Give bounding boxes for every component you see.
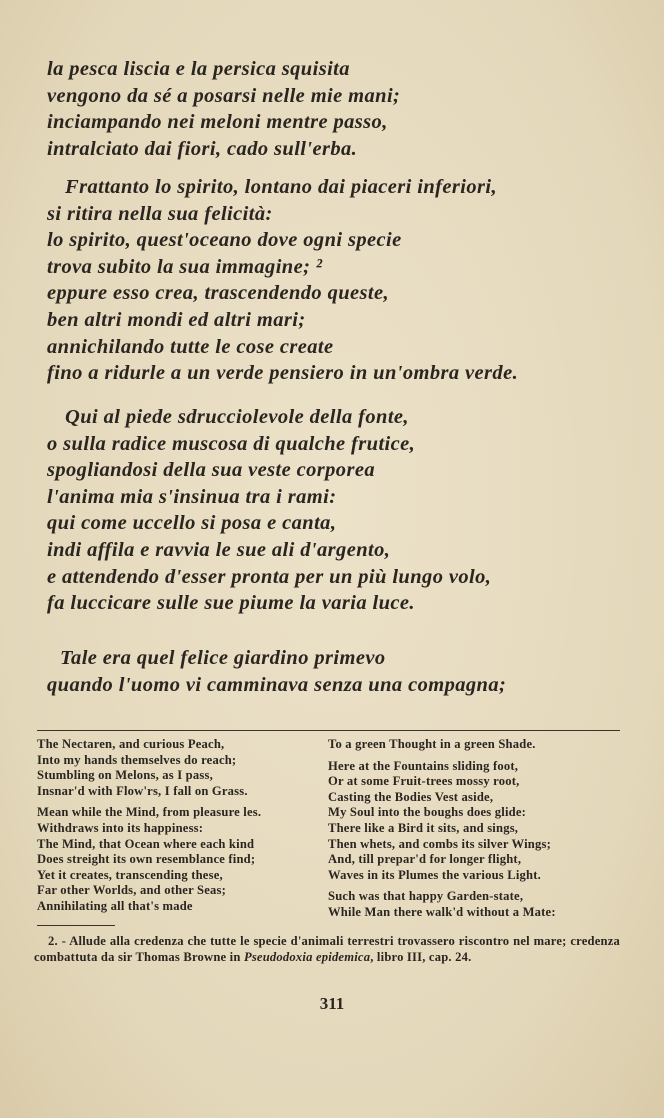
- original-line: There like a Bird it sits, and sings,: [328, 820, 519, 835]
- original-line: Waves in its Plumes the various Light.: [328, 867, 541, 882]
- verse-line: si ritira nella sua felicità:: [47, 202, 273, 225]
- original-line: Withdraws into its happiness:: [37, 820, 204, 835]
- footnote-number: 2.: [48, 934, 58, 948]
- original-line: Annihilating all that's made: [37, 898, 193, 913]
- original-line: And, till prepar'd for longer flight,: [328, 852, 522, 867]
- stanza-2: [47, 174, 518, 387]
- divider-rule: [37, 730, 620, 731]
- original-line: Far other Worlds, and other Seas;: [37, 883, 226, 898]
- page-number: 311: [319, 994, 345, 1013]
- verse-line: indi affila e ravvia le sue ali d'argento,: [47, 538, 391, 561]
- stanza-1: [47, 56, 400, 162]
- original-line: Insnar'd with Flow'rs, I fall on Grass.: [37, 783, 248, 798]
- verse-line: Frattanto lo spirito, lontano dai piaceri inferiori,: [65, 176, 498, 198]
- verse-line: trova subito la sua immagine; ²: [47, 255, 323, 278]
- original-line: Such was that happy Garden-state,: [328, 889, 524, 904]
- original-line: Or at some Fruit-trees mossy root,: [328, 774, 520, 789]
- verse-line: lo spirito, quest'oceano dove ogni specie: [47, 229, 402, 252]
- footnote-text: - Allude alla credenza che tutte le specie d'animali terrestri trovassero riscontro nel mare; credenza combattuta da sir Thomas Browne in: [34, 934, 620, 964]
- original-text-right-column: [328, 737, 556, 921]
- verse-line: vengono da sé a posarsi nelle mie mani;: [47, 84, 401, 107]
- original-line: The Mind, that Ocean where each kind: [37, 836, 255, 851]
- original-line: The Nectaren, and curious Peach,: [37, 737, 225, 751]
- verse-line: fino a ridurle a un verde pensiero in un'ombra verde.: [47, 362, 519, 385]
- verse-line: la pesca liscia e la persica squisita: [47, 58, 350, 80]
- footnote: [34, 934, 620, 965]
- stanza-3: [47, 404, 491, 617]
- original-text-left-column: [37, 737, 261, 915]
- stanza-4: [47, 645, 506, 698]
- original-line: Yet it creates, transcending these,: [37, 867, 223, 882]
- verse-line: l'anima mia s'insinua tra i rami:: [47, 485, 337, 508]
- verse-line: ben altri mondi ed altri mari;: [47, 308, 306, 331]
- verse-line: annichilando tutte le cose create: [47, 335, 334, 358]
- verse-line: intralciato dai fiori, cado sull'erba.: [47, 137, 358, 160]
- verse-line: Qui al piede sdrucciolevole della fonte,: [65, 406, 409, 428]
- verse-line: eppure esso crea, trascendendo queste,: [47, 282, 390, 305]
- original-line: To a green Thought in a green Shade.: [328, 737, 536, 751]
- verse-line: o sulla radice muscosa di qualche frutice,: [47, 432, 416, 455]
- original-line: Into my hands themselves do reach;: [37, 752, 237, 767]
- footnote-book-title: Pseudodoxia epidemica: [243, 949, 371, 964]
- verse-line: Tale era quel felice giardino primevo: [60, 647, 386, 669]
- footnote-text-end: , libro III, cap. 24.: [370, 949, 472, 964]
- verse-line: e attendendo d'esser pronta per un più lungo volo,: [47, 565, 492, 588]
- verse-line: fa luccicare sulle sue piume la varia luce.: [47, 592, 415, 615]
- verse-line: spogliandosi della sua veste corporea: [47, 459, 375, 482]
- original-line: Does streight its own resemblance find;: [37, 852, 256, 867]
- original-line: Mean while the Mind, from pleasure les.: [37, 805, 262, 820]
- verse-line: qui come uccello si posa e canta,: [47, 512, 337, 535]
- verse-line: quando l'uomo vi camminava senza una compagna;: [47, 673, 507, 696]
- original-line: Stumbling on Melons, as I pass,: [37, 768, 213, 783]
- original-line: Casting the Bodies Vest aside,: [328, 789, 494, 804]
- original-line: Then whets, and combs its silver Wings;: [328, 836, 551, 851]
- original-line: My Soul into the boughs does glide:: [328, 805, 527, 820]
- original-line: While Man there walk'd without a Mate:: [328, 904, 556, 919]
- verse-line: inciampando nei meloni mentre passo,: [47, 111, 388, 134]
- footnote-rule: [37, 925, 115, 926]
- original-line: Here at the Fountains sliding foot,: [328, 758, 519, 773]
